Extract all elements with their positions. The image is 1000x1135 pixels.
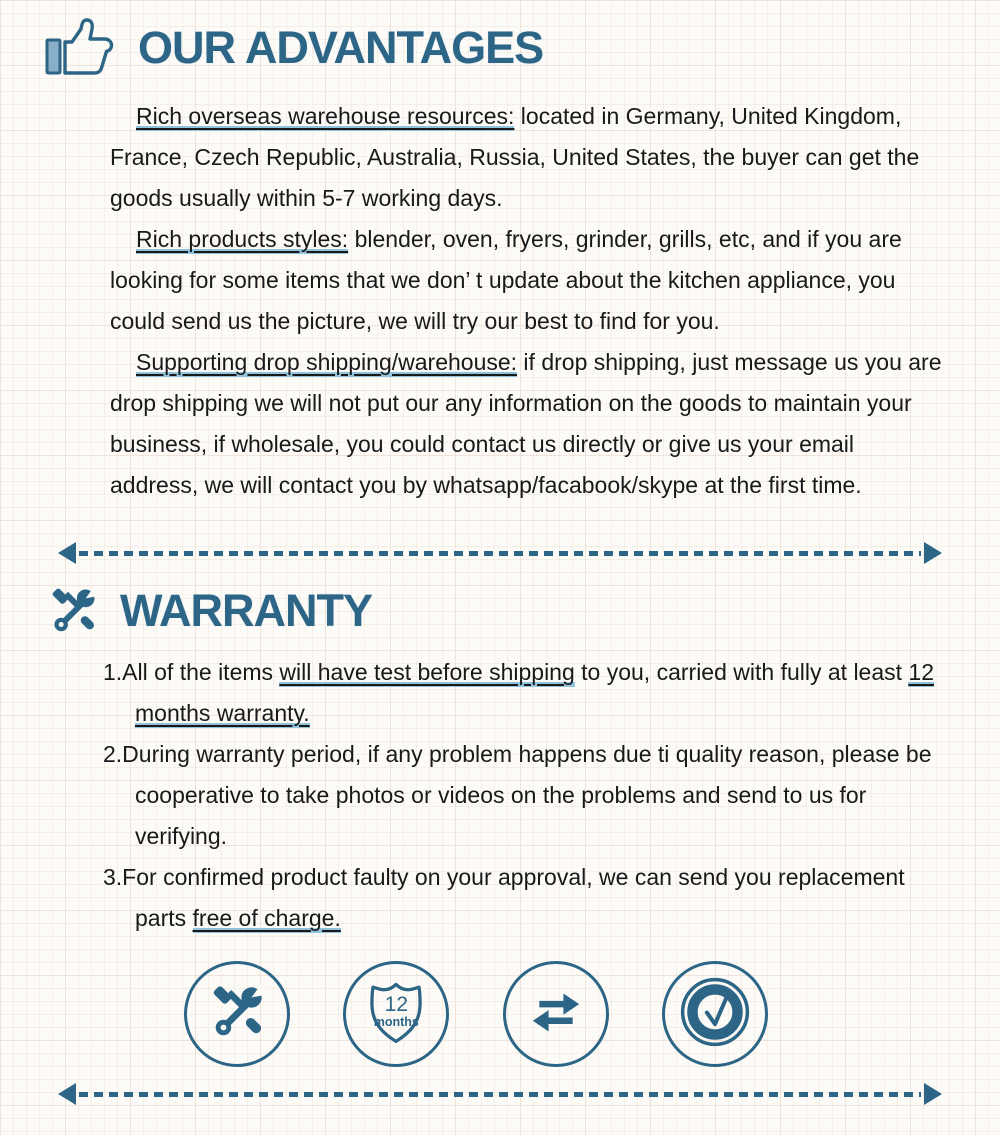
repair-tools-badge [184,961,290,1067]
underlined-phrase: Rich products styles: [136,226,349,252]
text-run: if drop shipping, just message us you are drop shipping we will not put our any information on the goods to maintain your business, if wholesale, you could contact us directly or give us your email address, we will contact you by whatsapp/facabook/skype at the first time. [110,349,942,498]
arrow-left-icon [58,1083,76,1105]
arrow-right-icon [924,1083,942,1105]
advantages-paragraphs [110,96,948,506]
warranty-list [103,652,945,939]
underlined-phrase: will have test before shipping [279,659,575,685]
repair-tools-icon [206,981,268,1048]
dashed-line [79,551,921,556]
advantages-title: OUR ADVANTAGES [138,21,544,73]
text-run: located in Germany, United Kingdom, France, Czech Republic, Australia, Russia, United States, the buyer can get the goods usually within 5-7 working days. [110,103,920,211]
text-run: to you, carried with fully at least [574,659,909,685]
shield-months-word: months [373,1015,419,1029]
warranty-badges [184,961,768,1067]
text-run: blender, oven, fryers, grinder, grills, etc, and if you are looking for some items that we don’ t update about the kitchen appliance, you could send us the picture, we will try our best to find for you. [110,226,902,334]
underlined-phrase: Supporting drop shipping/warehouse: [136,349,518,375]
text-run: 2.During warranty period, if any problem happens due ti quality reason, please be cooperative to take photos or videos on the problems and send to us for verifying. [103,741,932,849]
thumbs-up-icon [44,16,120,80]
divider-arrow-line [58,542,942,564]
text-run: 3.For confirmed product faulty on your approval, we can send you replacement parts [103,864,905,931]
exchange-badge [503,961,609,1067]
quality-check-icon [678,975,752,1054]
text-run: 1.All of the items [103,659,280,685]
warranty-item [103,734,945,857]
warranty-item [103,652,945,734]
arrow-right-icon [924,542,942,564]
advantages-paragraph [110,342,948,506]
exchange-arrows-icon [526,987,586,1042]
underlined-phrase: 12 months warranty. [135,659,935,726]
warranty-item [103,857,945,939]
arrow-left-icon [58,542,76,564]
dashed-line [79,1092,921,1097]
warranty-title: WARRANTY [120,584,372,636]
warranty-shield-icon [365,979,427,1049]
underlined-phrase: free of charge. [192,905,341,931]
warranty-section [0,564,1000,1067]
warranty-shield-badge [343,961,449,1067]
repair-tools-icon [46,584,100,638]
advantages-paragraph [110,219,948,342]
advantages-header [0,0,1000,80]
warranty-header [0,564,1000,638]
shield-months-number: 12 [384,993,408,1016]
divider-arrow-line-bottom [58,1083,942,1105]
quality-check-badge [662,961,768,1067]
advantages-paragraph [110,96,948,219]
underlined-phrase: Rich overseas warehouse resources: [136,103,515,129]
advantages-section [0,0,1000,506]
